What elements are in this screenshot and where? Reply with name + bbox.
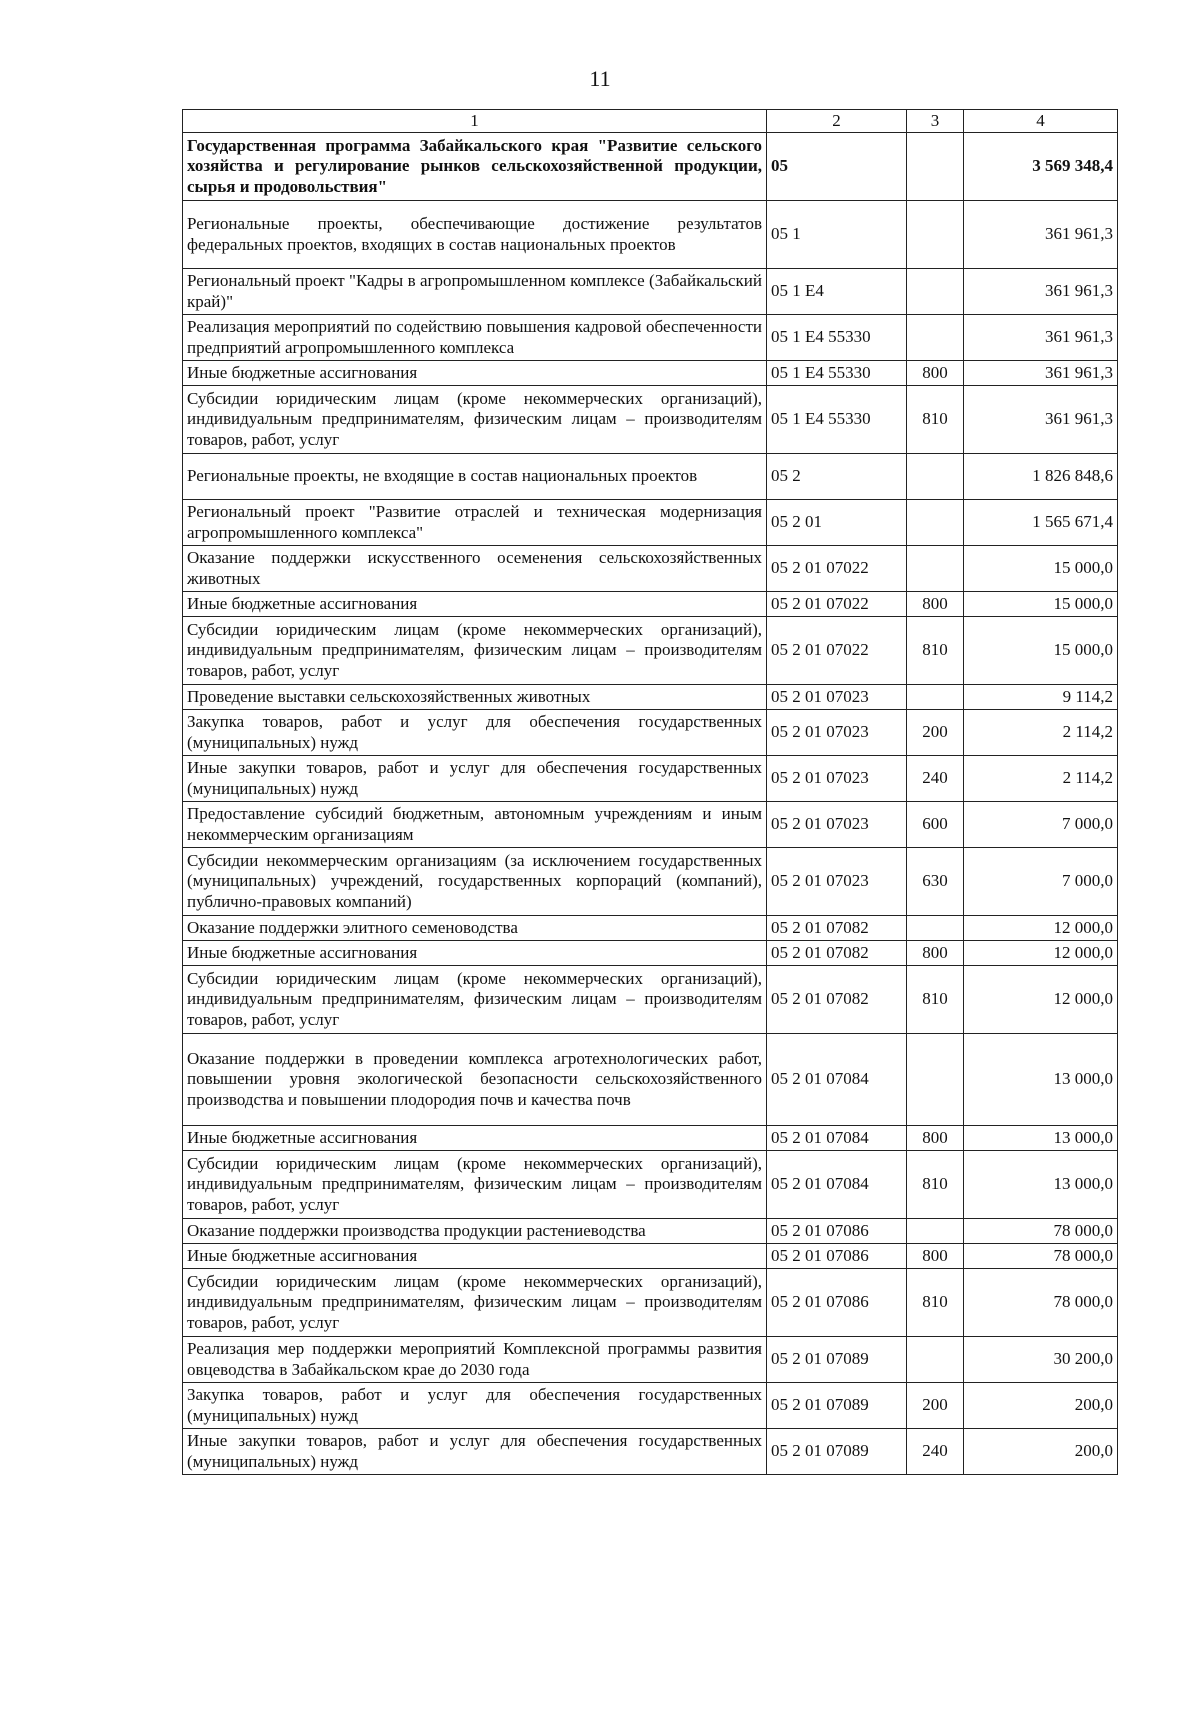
- row-code-cell: 05 2 01 07086: [767, 1244, 907, 1269]
- row-amount-cell: 12 000,0: [964, 966, 1118, 1034]
- row-type-cell: [907, 1337, 964, 1383]
- row-code-cell: 05: [767, 133, 907, 201]
- row-code-cell: 05 2 01 07023: [767, 848, 907, 916]
- row-amount-cell: 15 000,0: [964, 546, 1118, 592]
- row-amount-cell: 7 000,0: [964, 848, 1118, 916]
- column-header-type: 3: [907, 110, 964, 133]
- table-row: [183, 546, 1118, 592]
- row-code-cell: 05 2 01 07022: [767, 592, 907, 617]
- row-type-cell: [907, 133, 964, 201]
- table-row: [183, 592, 1118, 617]
- row-code-cell: 05 2 01 07023: [767, 802, 907, 848]
- row-name-cell: Субсидии юридическим лицам (кроме некоммерческих организаций), индивидуальным предпринимателям, физическим лицам – производителям товаров, работ, услуг: [183, 1151, 767, 1219]
- row-type-cell: 810: [907, 617, 964, 685]
- row-code-cell: 05 2 01 07023: [767, 756, 907, 802]
- row-amount-cell: 12 000,0: [964, 941, 1118, 966]
- page-number: 11: [589, 66, 611, 91]
- row-type-cell: 800: [907, 941, 964, 966]
- row-type-cell: [907, 201, 964, 269]
- row-type-cell: [907, 546, 964, 592]
- table-row: [183, 500, 1118, 546]
- row-type-cell: [907, 315, 964, 361]
- row-name-cell: Иные бюджетные ассигнования: [183, 941, 767, 966]
- table-row: [183, 1383, 1118, 1429]
- table-row: [183, 941, 1118, 966]
- row-type-cell: 200: [907, 1383, 964, 1429]
- row-name-cell: Субсидии юридическим лицам (кроме некоммерческих организаций), индивидуальным предпринимателям, физическим лицам – производителям товаров, работ, услуг: [183, 386, 767, 454]
- row-code-cell: 05 2 01 07022: [767, 546, 907, 592]
- column-header-code: 2: [767, 110, 907, 133]
- row-name-cell: Оказание поддержки элитного семеноводства: [183, 916, 767, 941]
- table-row: [183, 802, 1118, 848]
- row-name-cell: Региональные проекты, обеспечивающие достижение результатов федеральных проектов, входящих в состав национальных проектов: [183, 201, 767, 269]
- row-amount-cell: 78 000,0: [964, 1219, 1118, 1244]
- row-type-cell: [907, 1219, 964, 1244]
- row-code-cell: 05 2 01: [767, 500, 907, 546]
- row-amount-cell: 361 961,3: [964, 315, 1118, 361]
- row-code-cell: 05 2 01 07084: [767, 1126, 907, 1151]
- row-type-cell: 200: [907, 710, 964, 756]
- row-name-cell: Иные бюджетные ассигнования: [183, 361, 767, 386]
- row-type-cell: 810: [907, 966, 964, 1034]
- row-type-cell: [907, 916, 964, 941]
- row-amount-cell: 13 000,0: [964, 1126, 1118, 1151]
- row-type-cell: 630: [907, 848, 964, 916]
- row-amount-cell: 7 000,0: [964, 802, 1118, 848]
- row-name-cell: Оказание поддержки производства продукции растениеводства: [183, 1219, 767, 1244]
- row-amount-cell: 3 569 348,4: [964, 133, 1118, 201]
- table-row: [183, 201, 1118, 269]
- row-name-cell: Иные бюджетные ассигнования: [183, 592, 767, 617]
- row-amount-cell: 2 114,2: [964, 756, 1118, 802]
- row-code-cell: 05 2 01 07086: [767, 1269, 907, 1337]
- table-row: [183, 361, 1118, 386]
- row-name-cell: Закупка товаров, работ и услуг для обеспечения государственных (муниципальных) нужд: [183, 710, 767, 756]
- table-row: [183, 133, 1118, 201]
- row-name-cell: Субсидии юридическим лицам (кроме некоммерческих организаций), индивидуальным предпринимателям, физическим лицам – производителям товаров, работ, услуг: [183, 1269, 767, 1337]
- row-type-cell: 800: [907, 1244, 964, 1269]
- row-code-cell: 05 2 01 07089: [767, 1337, 907, 1383]
- table-row: [183, 1429, 1118, 1475]
- table-row: [183, 1126, 1118, 1151]
- table-row: [183, 315, 1118, 361]
- row-name-cell: Иные бюджетные ассигнования: [183, 1126, 767, 1151]
- row-type-cell: 800: [907, 361, 964, 386]
- row-code-cell: 05 2 01 07022: [767, 617, 907, 685]
- column-header-amount: 4: [964, 110, 1118, 133]
- table-row: [183, 756, 1118, 802]
- row-code-cell: 05 2 01 07084: [767, 1151, 907, 1219]
- row-type-cell: 800: [907, 1126, 964, 1151]
- row-code-cell: 05 2 01 07084: [767, 1034, 907, 1126]
- row-amount-cell: 13 000,0: [964, 1151, 1118, 1219]
- row-amount-cell: 2 114,2: [964, 710, 1118, 756]
- table-row: [183, 1219, 1118, 1244]
- row-name-cell: Оказание поддержки искусственного осеменения сельскохозяйственных животных: [183, 546, 767, 592]
- row-code-cell: 05 2: [767, 454, 907, 500]
- row-code-cell: 05 1 Е4 55330: [767, 361, 907, 386]
- row-code-cell: 05 2 01 07023: [767, 710, 907, 756]
- table-row: [183, 269, 1118, 315]
- row-amount-cell: 30 200,0: [964, 1337, 1118, 1383]
- row-type-cell: [907, 1034, 964, 1126]
- row-code-cell: 05 1: [767, 201, 907, 269]
- row-code-cell: 05 2 01 07089: [767, 1383, 907, 1429]
- row-code-cell: 05 1 Е4: [767, 269, 907, 315]
- row-name-cell: Реализация мероприятий по содействию повышения кадровой обеспеченности предприятий агропромышленного комплекса: [183, 315, 767, 361]
- row-name-cell: Иные закупки товаров, работ и услуг для обеспечения государственных (муниципальных) нужд: [183, 756, 767, 802]
- budget-table: [182, 109, 1118, 1475]
- row-name-cell: Закупка товаров, работ и услуг для обеспечения государственных (муниципальных) нужд: [183, 1383, 767, 1429]
- row-name-cell: Иные закупки товаров, работ и услуг для обеспечения государственных (муниципальных) нужд: [183, 1429, 767, 1475]
- row-amount-cell: 361 961,3: [964, 269, 1118, 315]
- row-code-cell: 05 2 01 07082: [767, 916, 907, 941]
- table-row: [183, 848, 1118, 916]
- row-name-cell: Субсидии некоммерческим организациям (за исключением государственных (муниципальных) учреждений, государственных корпораций (компаний), публично-правовых компаний): [183, 848, 767, 916]
- row-type-cell: 810: [907, 1269, 964, 1337]
- row-amount-cell: 12 000,0: [964, 916, 1118, 941]
- table-body: [183, 133, 1118, 1475]
- row-name-cell: Региональные проекты, не входящие в состав национальных проектов: [183, 454, 767, 500]
- row-code-cell: 05 2 01 07023: [767, 685, 907, 710]
- row-amount-cell: 13 000,0: [964, 1034, 1118, 1126]
- table-row: [183, 1269, 1118, 1337]
- table-row: [183, 710, 1118, 756]
- row-type-cell: [907, 269, 964, 315]
- row-type-cell: [907, 454, 964, 500]
- row-amount-cell: 200,0: [964, 1429, 1118, 1475]
- row-amount-cell: 15 000,0: [964, 617, 1118, 685]
- row-code-cell: 05 2 01 07082: [767, 966, 907, 1034]
- row-amount-cell: 1 565 671,4: [964, 500, 1118, 546]
- row-amount-cell: 78 000,0: [964, 1244, 1118, 1269]
- table-row: [183, 916, 1118, 941]
- row-name-cell: Региональный проект "Развитие отраслей и техническая модернизация агропромышленного комплекса": [183, 500, 767, 546]
- table-row: [183, 1244, 1118, 1269]
- row-name-cell: Субсидии юридическим лицам (кроме некоммерческих организаций), индивидуальным предпринимателям, физическим лицам – производителям товаров, работ, услуг: [183, 966, 767, 1034]
- row-code-cell: 05 2 01 07086: [767, 1219, 907, 1244]
- column-header-name: 1: [183, 110, 767, 133]
- row-amount-cell: 361 961,3: [964, 201, 1118, 269]
- row-amount-cell: 78 000,0: [964, 1269, 1118, 1337]
- row-amount-cell: 1 826 848,6: [964, 454, 1118, 500]
- row-name-cell: Проведение выставки сельскохозяйственных животных: [183, 685, 767, 710]
- row-type-cell: [907, 500, 964, 546]
- row-type-cell: 810: [907, 1151, 964, 1219]
- row-type-cell: 800: [907, 592, 964, 617]
- row-amount-cell: 200,0: [964, 1383, 1118, 1429]
- row-name-cell: Государственная программа Забайкальского края "Развитие сельского хозяйства и регулирование рынков сельскохозяйственной продукции, сырья и продовольствия": [183, 133, 767, 201]
- row-amount-cell: 9 114,2: [964, 685, 1118, 710]
- column-number-row: [183, 110, 1118, 133]
- table-row: [183, 617, 1118, 685]
- table-row: [183, 1337, 1118, 1383]
- row-type-cell: 600: [907, 802, 964, 848]
- table-row: [183, 386, 1118, 454]
- table-row: [183, 454, 1118, 500]
- row-type-cell: 240: [907, 756, 964, 802]
- table-row: [183, 685, 1118, 710]
- row-type-cell: 240: [907, 1429, 964, 1475]
- row-code-cell: 05 1 Е4 55330: [767, 315, 907, 361]
- row-type-cell: [907, 685, 964, 710]
- row-name-cell: Региональный проект "Кадры в агропромышленном комплексе (Забайкальский край)": [183, 269, 767, 315]
- row-name-cell: Оказание поддержки в проведении комплекса агротехнологических работ, повышении уровня экологической безопасности сельскохозяйственного производства и повышении плодородия почв и качества почв: [183, 1034, 767, 1126]
- row-amount-cell: 361 961,3: [964, 386, 1118, 454]
- row-amount-cell: 15 000,0: [964, 592, 1118, 617]
- row-code-cell: 05 2 01 07089: [767, 1429, 907, 1475]
- table-row: [183, 1151, 1118, 1219]
- row-name-cell: Предоставление субсидий бюджетным, автономным учреждениям и иным некоммерческим организациям: [183, 802, 767, 848]
- row-code-cell: 05 2 01 07082: [767, 941, 907, 966]
- row-code-cell: 05 1 Е4 55330: [767, 386, 907, 454]
- table-row: [183, 1034, 1118, 1126]
- row-name-cell: Реализация мер поддержки мероприятий Комплексной программы развития овцеводства в Забайкальском крае до 2030 года: [183, 1337, 767, 1383]
- table-row: [183, 966, 1118, 1034]
- row-amount-cell: 361 961,3: [964, 361, 1118, 386]
- row-name-cell: Субсидии юридическим лицам (кроме некоммерческих организаций), индивидуальным предпринимателям, физическим лицам – производителям товаров, работ, услуг: [183, 617, 767, 685]
- row-type-cell: 810: [907, 386, 964, 454]
- row-name-cell: Иные бюджетные ассигнования: [183, 1244, 767, 1269]
